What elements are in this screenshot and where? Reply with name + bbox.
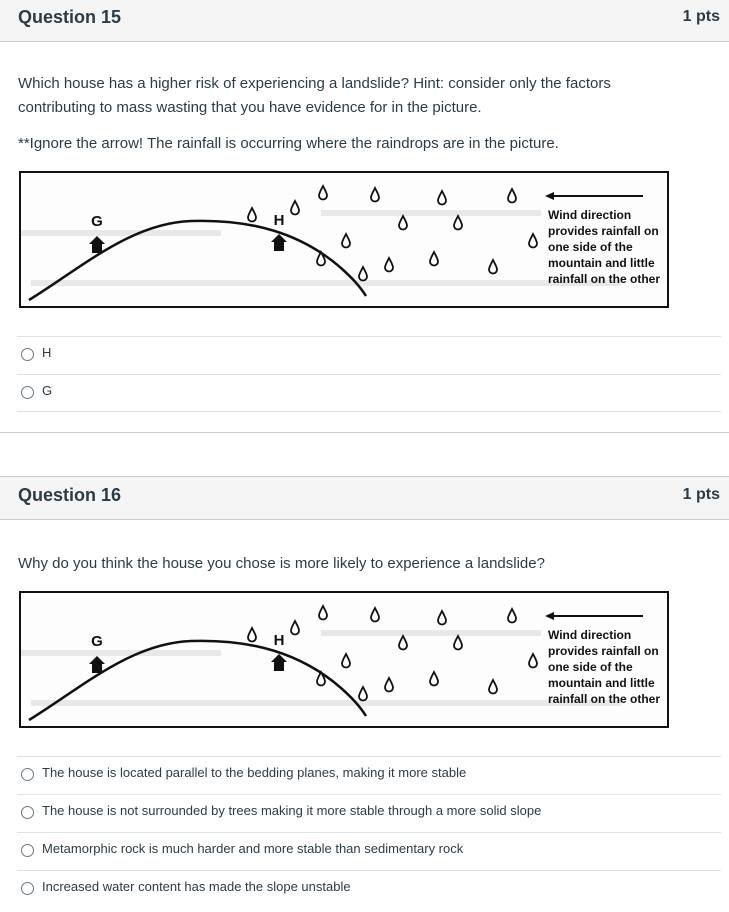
house-g-icon [89,656,105,673]
raindrop-icon [291,621,299,635]
radio-button[interactable] [21,348,34,361]
raindrops [248,186,537,281]
raindrop-icon [248,208,256,222]
question-15-header [0,0,729,42]
question-15-line-1: Which house has a higher risk of experiencing a landslide? Hint: consider only the factors [18,75,611,92]
raindrop-icon [438,191,446,205]
answer-label: The house is not surrounded by trees making it more stable through a more solid slope [42,803,542,818]
raindrop-icon [319,606,327,620]
radio-button[interactable] [21,806,34,819]
raindrop-icon [291,201,299,215]
question-15-title: Question 15 [18,7,122,27]
question-15-text [18,72,668,120]
raindrop-icon [399,636,407,650]
raindrop-icon [359,267,367,281]
question-16-text: Why do you think the house you chose is more likely to experience a landslide? [18,555,545,572]
raindrop-icon [529,654,537,668]
question-16-points: 1 pts [682,486,720,503]
raindrop-icon [454,636,462,650]
question-15-line-2: contributing to mass wasting that you have evidence for in the picture. [18,99,482,116]
question-15-points: 1 pts [682,8,720,25]
house-g-icon [89,236,105,253]
house-g-label: G [91,213,103,230]
answer-label: Increased water content has made the slope unstable [42,879,351,894]
wind-arrow-icon [545,612,643,620]
answer-option[interactable] [17,336,721,374]
answer-label: G [42,383,53,398]
wind-caption: Wind direction provides rainfall on one side of the mountain and little rainfall on the other [548,628,661,706]
raindrop-icon [508,609,516,623]
raindrop-icon [342,234,350,248]
question-15-figure [19,171,669,308]
raindrop-icon [489,260,497,274]
raindrop-icon [430,672,438,686]
raindrop-icon [248,628,256,642]
house-g-label: G [91,633,103,650]
question-16-header [0,476,729,520]
answer-option[interactable] [17,756,721,794]
radio-button[interactable] [21,768,34,781]
raindrop-icon [489,680,497,694]
raindrop-icon [508,189,516,203]
raindrop-icon [359,687,367,701]
house-h-icon [271,654,287,671]
answer-option[interactable] [17,374,721,412]
answer-option[interactable] [17,870,721,908]
raindrop-icon [385,258,393,272]
raindrop-icon [454,216,462,230]
wind-arrow-icon [545,192,643,200]
house-h-label: H [273,212,285,229]
answer-label: H [42,345,52,360]
question-15-note: **Ignore the arrow! The rainfall is occurring where the raindrops are in the picture. [18,135,559,152]
house-h-label: H [273,632,285,649]
wind-caption: Wind direction provides rainfall on one side of the mountain and little rainfall on the other [548,208,661,286]
raindrop-icon [399,216,407,230]
question-16-title: Question 16 [18,485,122,505]
answer-label: The house is located parallel to the bedding planes, making it more stable [42,765,467,780]
answer-option[interactable] [17,794,721,832]
raindrop-icon [438,611,446,625]
raindrop-icon [430,252,438,266]
radio-button[interactable] [21,844,34,857]
question-16-figure [19,591,669,728]
raindrop-icon [385,678,393,692]
house-h-icon [271,234,287,251]
raindrop-icon [371,608,379,622]
answer-label: Metamorphic rock is much harder and more stable than sedimentary rock [42,841,464,856]
raindrop-icon [319,186,327,200]
answer-option[interactable] [17,832,721,870]
question-separator [0,432,729,433]
raindrop-icon [371,188,379,202]
raindrops [248,606,537,701]
radio-button[interactable] [21,386,34,399]
radio-button[interactable] [21,882,34,895]
raindrop-icon [529,234,537,248]
raindrop-icon [342,654,350,668]
